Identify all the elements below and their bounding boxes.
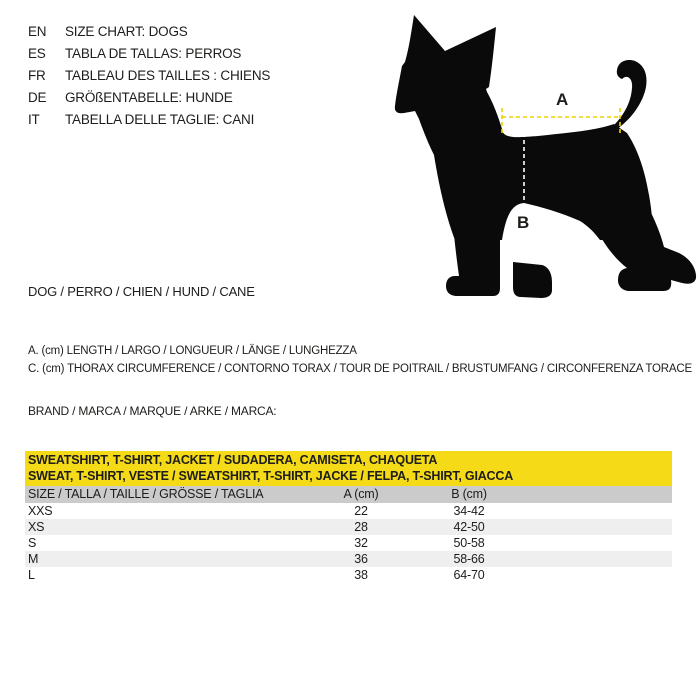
- cell-b: 42-50: [453, 520, 485, 534]
- language-code: DE: [28, 90, 47, 105]
- dog-measurement-diagram: [390, 0, 700, 300]
- language-row-it: [28, 109, 270, 131]
- size-table: [25, 451, 672, 583]
- table-title-line1: SWEATSHIRT, T-SHIRT, JACKET / SUDADERA, CAMISETA, CHAQUETA: [28, 453, 438, 467]
- dog-tail: [611, 60, 647, 131]
- measurement-legend: [28, 342, 692, 378]
- language-title: GRÖßENTABELLE: HUNDE: [65, 90, 233, 105]
- subject-label: DOG / PERRO / CHIEN / HUND / CANE: [28, 284, 255, 299]
- language-title: TABELLA DELLE TAGLIE: CANI: [65, 112, 255, 127]
- measurement-line-a: A. (cm) LENGTH / LARGO / LONGUEUR / LÄNGE / LUNGHEZZA: [28, 345, 357, 357]
- table-row: [25, 535, 672, 551]
- cell-a: 38: [354, 568, 368, 582]
- measurement-line-c: C. (cm) THORAX CIRCUMFERENCE / CONTORNO TORAX / TOUR DE POITRAIL / BRUSTUMFANG / CIRCONFERENZA TORACE: [28, 363, 692, 375]
- cell-a: 36: [354, 552, 368, 566]
- marker-b-label: B: [516, 213, 530, 232]
- cell-size: XXS: [28, 504, 53, 518]
- language-title: SIZE CHART: DOGS: [65, 24, 188, 39]
- marker-a-label: A: [555, 90, 569, 109]
- cell-size: S: [28, 536, 37, 550]
- language-code: IT: [28, 112, 40, 127]
- header-size: SIZE / TALLA / TAILLE / GRÖSSE / TAGLIA: [28, 487, 264, 501]
- brand-label: BRAND / MARCA / MARQUE / ARKE / MARCA:: [28, 404, 277, 418]
- language-code: FR: [28, 68, 46, 83]
- cell-b: 58-66: [453, 552, 485, 566]
- table-row: [25, 503, 672, 519]
- dog-silhouette: [395, 15, 696, 298]
- table-row: [25, 519, 672, 535]
- language-title: TABLEAU DES TAILLES : CHIENS: [65, 68, 271, 83]
- language-title: TABLA DE TALLAS: PERROS: [65, 46, 242, 61]
- table-row: [25, 567, 672, 583]
- cell-a: 28: [354, 520, 368, 534]
- header-a-cm: A (cm): [343, 487, 379, 501]
- language-row-de: [28, 87, 270, 109]
- language-code: ES: [28, 46, 46, 61]
- table-title-band: [25, 451, 672, 486]
- cell-b: 50-58: [453, 536, 485, 550]
- cell-b: 64-70: [453, 568, 485, 582]
- header-b-cm: B (cm): [451, 487, 487, 501]
- dog-front-leg: [446, 198, 500, 296]
- cell-size: M: [28, 552, 39, 566]
- dog-far-front-foot: [513, 262, 552, 298]
- cell-b: 34-42: [453, 504, 485, 518]
- language-code: EN: [28, 24, 47, 39]
- language-row-es: [28, 43, 270, 65]
- table-header-row: [25, 486, 672, 503]
- language-list: [28, 21, 270, 131]
- language-row-en: [28, 21, 270, 43]
- cell-size: L: [28, 568, 35, 582]
- cell-a: 22: [354, 504, 368, 518]
- cell-size: XS: [28, 520, 45, 534]
- cell-a: 32: [354, 536, 368, 550]
- table-row: [25, 551, 672, 567]
- language-row-fr: [28, 65, 270, 87]
- table-title-line2: SWEAT, T-SHIRT, VESTE / SWEATSHIRT, T-SHIRT, JACKE / FELPA, T-SHIRT, GIACCA: [28, 468, 514, 483]
